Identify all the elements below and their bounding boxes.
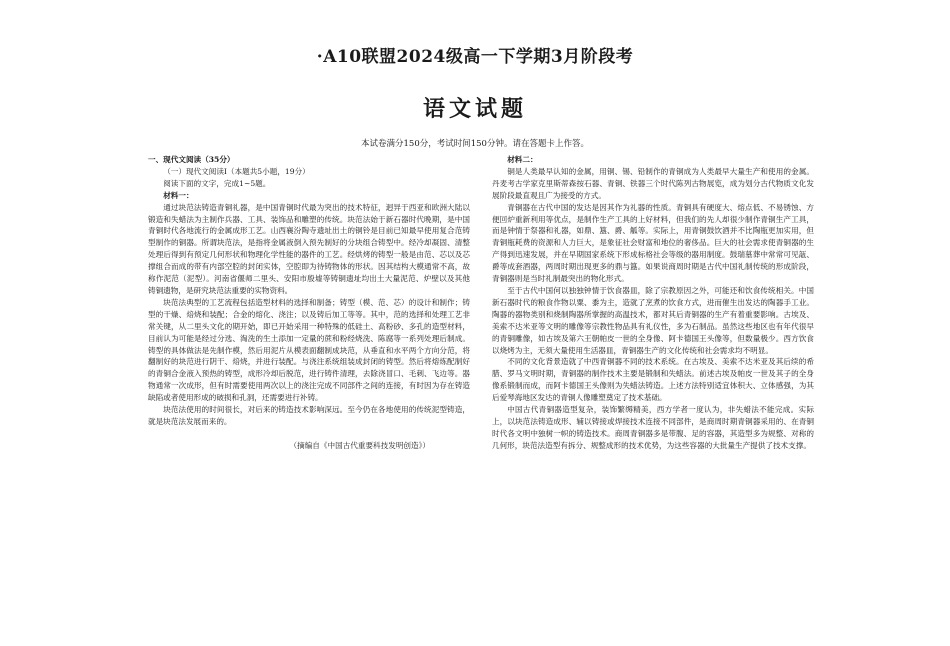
- paragraph: 不同的文化背景造就了中西青铜器不同的技术系统。在古埃及、美索不达米亚及其后续的希腊、罗马文明时期，青铜器的制作技术主要是锻制和失蜡法。前述古埃及帕皮一世及其子的全身像系锻制而成，而阿卡德国王头像则为失蜡法铸造。上述方法特别适宜体积大、立体感强，为其后爱琴海地区发达的青铜人像雕塑奠定了技术基础。: [492, 357, 814, 403]
- paragraph: 块范法使用的时间很长，对后来的铸造技术影响深远。至今仍在各地使用的传统泥型铸造，就是块范法发展而来的。: [148, 405, 470, 426]
- material-one-label: 材料一：: [163, 190, 194, 200]
- left-column: [148, 154, 470, 452]
- right-column: [492, 154, 814, 452]
- paragraph: 通过块范法铸造青铜礼器，是中国青铜时代最为突出的技术特征，迥异于西亚和欧洲大陆以锻造和失蜡法为主制作兵器、工具、装饰品和雕塑的传统。块范法始于新石器时代晚期，是中国青铜时代各地流行的金属成形工艺。山西襄汾陶寺遗址出土的铜铃是目前已知最早使用复合范铸型制作的铜器。所谓块范法，是指将金属液倒入预先制好的分块组合铸型中。经冷却凝固、清整处理后得到有预定几何形状和物理化学性能的器件的工艺。经烘烤的铸型一般是由范、芯以及芯撑组合而成的带有内部空腔的封闭实体，空腔即为待铸物体的形状。因其结构大模通常不高，故称作泥范（泥型）。河南省偃师二里头、安阳市殷墟等铸铜遗址均出土大量泥范、炉壁以及其他铸铜遗物，是研究块范法重要的实物资料。: [148, 202, 470, 295]
- paragraph: 中国古代青铜器造型复杂，装饰繁缛精美，西方学者一度认为，非失蜡法不能完成。实际上，以块范法铸造成形、辅以铸接或焊接技术连接不同部件，是商周时期青铜器采用的、在青铜时代各文明中独树一帜的铸造技术。商周青铜器多是带腹、足的容器，其造型多为规整、对称的几何形，块范法造型有拆分、规整成形的技术优势，为这些容器的大批量生产提供了技术支撑。: [492, 405, 814, 450]
- material-two-label: 材料二：: [507, 155, 538, 164]
- source-citation: （摘编自《中国古代重要科技发明创造》）: [289, 440, 430, 450]
- paragraph: 块范法典型的工艺流程包括造型材料的选择和制备；铸型（模、范、芯）的设计和制作；铸型的干燥、焙烧和装配；合金的熔化、浇注；以及铸后加工等等。其中，范的选择和处理工艺非常关键，从二里头文化的期开始，即已开始采用一种特殊的低硅土、高粉砂、多孔的造型材料，目前认为可能是经过分选、淘洗的生土添加一定量的蔗和粉经烧洗、陈腐等一系列处理后制成。铸型的具体做法是先制作模，然后用泥片从模表面翻制成块范，从垂直和水平两个方向分范，将翻制好的块范进行阴干、焙烧，并进行装配。与浇注系统组装成封闭的铸型。然后将熔炼配制好的青铜合金液入预热的铸型，成形冷却后脱范，进行铸件清理，去除浇冒口、毛刺、飞边等。器物通常一次成形，但有时需要使用两次以上的浇注完成不同部件之间的连接，有时因为存在铸造缺陷或者使用形成的破损和孔洞，还需要进行补铸。: [148, 297, 470, 403]
- paragraph: 至于古代中国何以独独钟情于饮食器皿，除了宗教原因之外，可能还和饮食传统相关。中国新石器时代的粮食作物以粟、黍为主，造就了烹煮的饮食方式，进而催生出发达的陶器手工业。陶器的器物类别和烧制陶器所掌握的高温技术，都对其后青铜器的生产有着重要影响。古埃及、美索不达米亚等文明的雕像等宗教性物品具有礼仪性，多为石制品。虽然这些地区也有年代很早的青铜雕像，如古埃及第六王朝帕皮一世的全身像、阿卡德国王头像等，但数量极少。西方饮食以烧烤为主，无须大量使用生活器皿，青铜器生产的文化传统和社会需求均不明显。: [492, 285, 814, 355]
- exam-title: ·A10联盟2024级高一下学期3月阶段考: [316, 47, 634, 67]
- paragraph: 铜是人类最早认知的金属，用铜、锡、铅制作的青铜成为人类最早大量生产和使用的金属。丹麦考古学家克里斯蒂森按石器、青铜、铁器三个时代陈列古物展览，成为划分古代物质文化发展阶段最直观且广为接受的方式。: [492, 166, 814, 200]
- section-heading: 一、现代文阅读（35分）: [148, 155, 235, 164]
- subject-title: 语文试题: [422, 96, 527, 122]
- reading-prompt: 阅读下面的文字，完成1~5题。: [163, 178, 271, 188]
- paragraph: 青铜器在古代中国的发达是因其作为礼器的性质。青铜具有硬度大、熔点低、不易锈蚀、方便回炉重新利用等优点，是制作生产工具的上好材料，但我们的先人却很少制作青铜生产工具，而是钟情于祭器和礼器，如鼎、簋、爵、觚等。实际上，用青铜鼓饮酒并不比陶瓶更加实用，但青铜瓶耗费的资源和人力巨大，是象征社会财富和地位的奢侈品。巨大的社会需求使青铜器的生产得到迅速发展，并在早期国家系统下形成标格社会等级的器用制度。鼓瑞墓葬中常常可见瓿、爵等成套酒器，两周时期出现更多的鼎与簋。如果说商周时期是古代中国礼制传统的形成阶段，青铜器则是当时礼制最突出的物化形式。: [492, 202, 814, 284]
- exam-instructions: 本试卷满分150分，考试时间150分钟。请在答题卡上作答。: [361, 139, 589, 149]
- subsection-heading: （一）现代文阅读Ⅰ（本题共5小题，19分）: [163, 166, 310, 176]
